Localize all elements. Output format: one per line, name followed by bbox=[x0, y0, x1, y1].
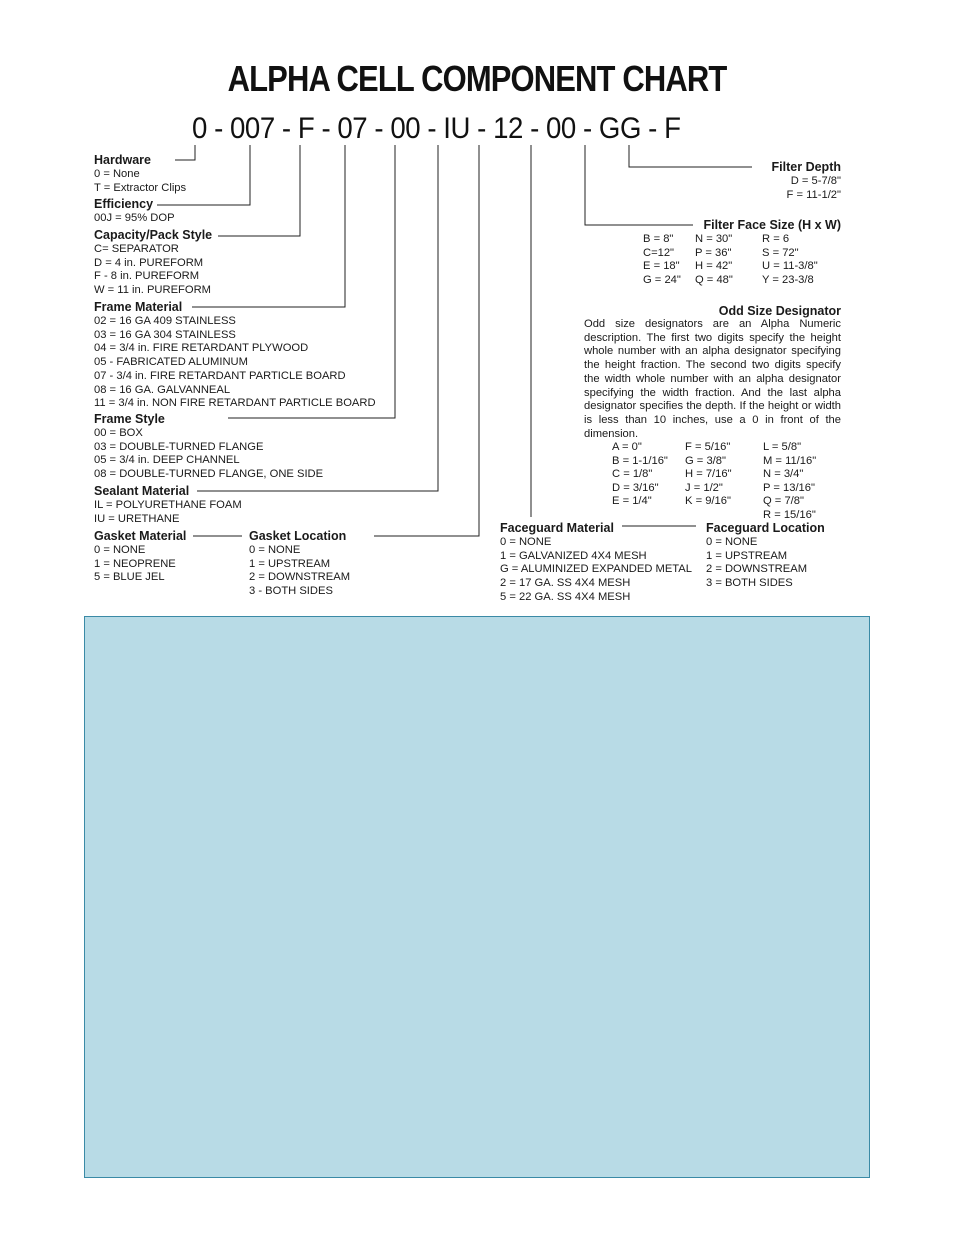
face-size-cell: S = 72" bbox=[762, 246, 799, 259]
frame-style-section bbox=[94, 412, 323, 482]
capacity-item: C= SEPARATOR bbox=[94, 243, 179, 255]
gasket-material-item: 5 = BLUE JEL bbox=[94, 571, 165, 584]
face-size-cell: P = 36" bbox=[695, 246, 732, 259]
efficiency-section bbox=[94, 197, 175, 226]
face-size-table bbox=[643, 233, 842, 287]
filter-depth-heading: Filter Depth bbox=[771, 160, 841, 174]
odd-size-cell: B = 1-1/16" bbox=[612, 454, 668, 467]
gasket-location-heading: Gasket Location bbox=[249, 529, 347, 543]
filter-depth-section bbox=[772, 160, 841, 202]
frame-style-item: 05 = 3/4 in. DEEP CHANNEL bbox=[94, 454, 240, 467]
faceguard-location-section bbox=[706, 521, 825, 591]
frame-material-item: 08 = 16 GA. GALVANNEAL bbox=[94, 383, 231, 396]
odd-size-cell: F = 5/16" bbox=[685, 441, 731, 453]
face-size-cell: N = 30" bbox=[695, 233, 733, 245]
faceguard-material-heading: Faceguard Material bbox=[500, 521, 614, 535]
page-title: ALPHA CELL COMPONENT CHART bbox=[227, 58, 727, 99]
odd-size-cell: C = 1/8" bbox=[612, 468, 653, 481]
odd-size-cell: N = 3/4" bbox=[763, 468, 804, 481]
capacity-item: F - 8 in. PUREFORM bbox=[94, 270, 200, 283]
faceguard-material-section bbox=[500, 521, 692, 605]
sealant-item: IU = URETHANE bbox=[94, 512, 180, 525]
faceguard-material-item: 2 = 17 GA. SS 4X4 MESH bbox=[500, 577, 631, 590]
odd-size-cell: L = 5/8" bbox=[763, 441, 802, 453]
face-size-cell: H = 42" bbox=[695, 260, 733, 273]
efficiency-item: 00J = 95% DOP bbox=[94, 212, 175, 224]
frame-material-item: 02 = 16 GA 409 STAINLESS bbox=[94, 315, 236, 327]
faceguard-material-item: 1 = GALVANIZED 4X4 MESH bbox=[500, 549, 647, 562]
capacity-heading: Capacity/Pack Style bbox=[94, 228, 213, 242]
odd-size-cell: K = 9/16" bbox=[685, 495, 731, 508]
faceguard-material-item: 5 = 22 GA. SS 4X4 MESH bbox=[500, 590, 631, 603]
odd-size-cell: H = 7/16" bbox=[685, 468, 732, 481]
odd-size-description: Odd size designators are an Alpha Numeric description. The first two digits specify the height whole number with an alpha designator specifying the height fraction. The second two digits specify the width whole number with an alpha designator specifying the width fraction. And the last alpha designator specifies the depth. If the height or width is less than 10 inches, use a 0 in front of the dimension. bbox=[584, 318, 841, 440]
face-size-cell: U = 11-3/8" bbox=[762, 260, 818, 273]
sealant-heading: Sealant Material bbox=[94, 484, 190, 498]
gasket-material-heading: Gasket Material bbox=[94, 529, 187, 543]
frame-style-item: 00 = BOX bbox=[94, 427, 143, 439]
odd-size-heading-wrap bbox=[719, 304, 841, 319]
hardware-section bbox=[94, 153, 186, 195]
frame-material-item: 04 = 3/4 in. FIRE RETARDANT PLYWOOD bbox=[94, 342, 309, 355]
capacity-section bbox=[94, 228, 212, 298]
hardware-heading: Hardware bbox=[94, 153, 151, 167]
gasket-location-section bbox=[249, 529, 350, 599]
filter-depth-item: F = 11-1/2" bbox=[786, 188, 841, 201]
sealant-section bbox=[94, 484, 242, 526]
face-size-cell: Y = 23-3/8 bbox=[762, 273, 814, 286]
faceguard-material-item: 0 = NONE bbox=[500, 536, 552, 548]
odd-size-cell: D = 3/16" bbox=[612, 481, 659, 494]
face-size-cell: B = 8" bbox=[643, 233, 674, 245]
face-size-cell: G = 24" bbox=[643, 273, 681, 286]
efficiency-heading: Efficiency bbox=[94, 197, 154, 211]
odd-size-cell: G = 3/8" bbox=[685, 454, 726, 467]
part-number-code: 0 - 007 - F - 07 - 00 - IU - 12 - 00 - GG - F bbox=[192, 112, 681, 145]
faceguard-material-item: G = ALUMINIZED EXPANDED METAL bbox=[500, 563, 692, 576]
face-size-cell: E = 18" bbox=[643, 260, 680, 273]
gasket-location-item: 3 - BOTH SIDES bbox=[249, 585, 333, 598]
face-size-heading: Filter Face Size (H x W) bbox=[703, 218, 841, 232]
gasket-material-item: 1 = NEOPRENE bbox=[94, 557, 176, 570]
odd-size-table bbox=[612, 441, 843, 523]
info-panel bbox=[84, 616, 870, 1178]
odd-size-cell: P = 13/16" bbox=[763, 481, 815, 494]
face-size-cell: C=12" bbox=[643, 246, 675, 259]
frame-material-item: 05 - FABRICATED ALUMINUM bbox=[94, 356, 248, 369]
filter-depth-item: D = 5-7/8" bbox=[790, 175, 841, 187]
gasket-location-item: 2 = DOWNSTREAM bbox=[249, 571, 351, 584]
face-size-cell: R = 6 bbox=[762, 233, 790, 245]
faceguard-location-item: 3 = BOTH SIDES bbox=[706, 577, 793, 590]
gasket-location-item: 1 = UPSTREAM bbox=[249, 557, 331, 570]
frame-style-item: 03 = DOUBLE-TURNED FLANGE bbox=[94, 440, 264, 453]
face-size-heading-wrap bbox=[703, 218, 841, 233]
capacity-item: W = 11 in. PUREFORM bbox=[94, 284, 211, 297]
face-size-cell: Q = 48" bbox=[695, 273, 733, 286]
gasket-material-section bbox=[94, 529, 186, 585]
odd-size-cell: M = 11/16" bbox=[763, 454, 817, 467]
faceguard-location-item: 0 = NONE bbox=[706, 536, 758, 548]
frame-material-item: 11 = 3/4 in. NON FIRE RETARDANT PARTICLE BOARD bbox=[94, 397, 376, 410]
hardware-item: T = Extractor Clips bbox=[94, 181, 187, 194]
hardware-item: 0 = None bbox=[94, 168, 140, 180]
frame-style-item: 08 = DOUBLE-TURNED FLANGE, ONE SIDE bbox=[94, 468, 324, 481]
frame-material-item: 07 - 3/4 in. FIRE RETARDANT PARTICLE BOARD bbox=[94, 369, 346, 382]
faceguard-location-item: 1 = UPSTREAM bbox=[706, 549, 788, 562]
odd-size-cell: Q = 7/8" bbox=[763, 495, 804, 508]
sealant-item: IL = POLYURETHANE FOAM bbox=[94, 499, 242, 511]
faceguard-location-item: 2 = DOWNSTREAM bbox=[706, 563, 808, 576]
odd-size-cell: A = 0" bbox=[612, 441, 642, 453]
faceguard-location-heading: Faceguard Location bbox=[706, 521, 825, 535]
odd-size-heading: Odd Size Designator bbox=[718, 304, 841, 318]
odd-size-cell: E = 1/4" bbox=[612, 495, 652, 508]
frame-material-heading: Frame Material bbox=[94, 300, 183, 314]
frame-style-heading: Frame Style bbox=[94, 412, 165, 426]
odd-size-cell: J = 1/2" bbox=[685, 481, 723, 494]
gasket-material-item: 0 = NONE bbox=[94, 544, 146, 556]
gasket-location-item: 0 = NONE bbox=[249, 544, 301, 556]
capacity-item: D = 4 in. PUREFORM bbox=[94, 256, 204, 269]
frame-material-item: 03 = 16 GA 304 STAINLESS bbox=[94, 328, 236, 341]
frame-material-section bbox=[94, 300, 376, 411]
odd-size-cell: R = 15/16" bbox=[763, 508, 816, 521]
